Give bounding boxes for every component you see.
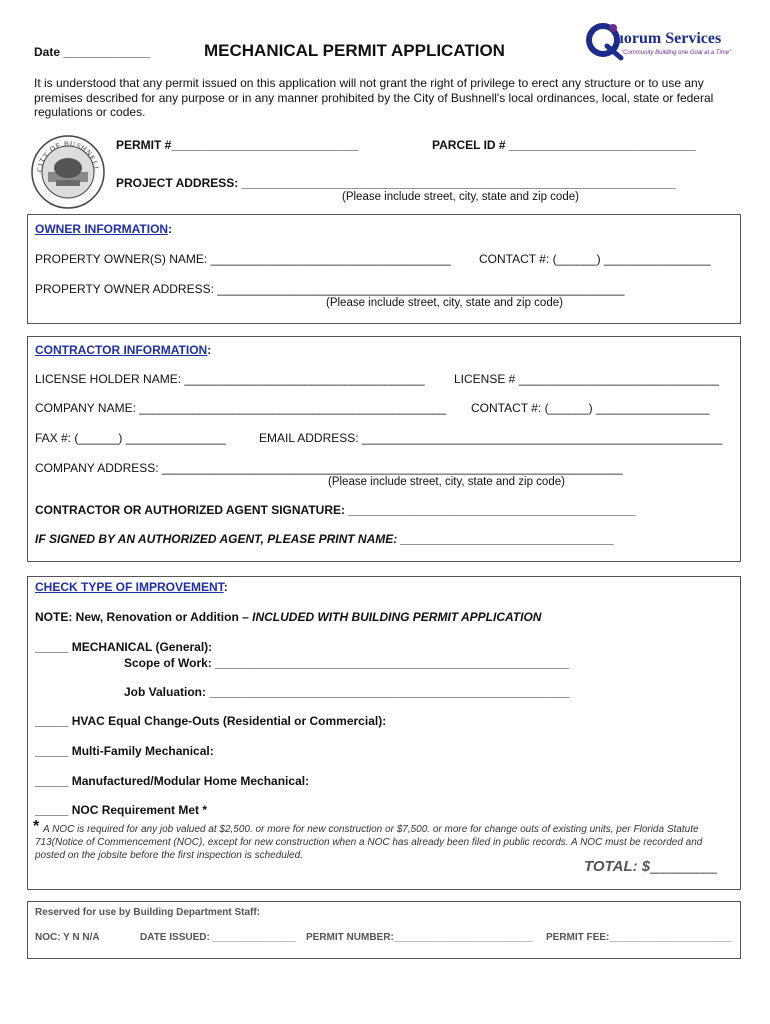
noc-requirement-checkbox[interactable]: _____ NOC Requirement Met *: [35, 803, 208, 817]
project-address-hint: (Please include street, city, state and zip code): [342, 191, 579, 203]
staff-permit-fee-field[interactable]: PERMIT FEE:______________________: [546, 932, 732, 943]
signature-field[interactable]: CONTRACTOR OR AUTHORIZED AGENT SIGNATURE: ___________________________________________: [35, 503, 636, 517]
improvement-heading-colon: :: [223, 580, 228, 594]
noc-footnote: A NOC is required for any job valued at $2,500. or more for new construction or $7,500. or more for change outs of existing units, per Florida Statute 713(Notice of Commencement (NOC), except for new construction when a NOC has already been filed in public records. A NOC must be recorded and posted on the jobsite before the first inspection is scheduled.: [35, 824, 703, 861]
company-name-field[interactable]: COMPANY NAME: ______________________________________________: [35, 401, 447, 415]
owner-name-field[interactable]: PROPERTY OWNER(S) NAME: ____________________________________: [35, 252, 451, 266]
manufactured-home-checkbox[interactable]: _____ Manufactured/Modular Home Mechanical:: [35, 774, 310, 788]
permit-number-field[interactable]: PERMIT #____________________________: [116, 138, 359, 152]
page-title: MECHANICAL PERMIT APPLICATION: [204, 41, 505, 60]
job-valuation-field[interactable]: Job Valuation: ______________________________________________________: [124, 685, 570, 699]
agent-name-field[interactable]: IF SIGNED BY AN AUTHORIZED AGENT, PLEASE PRINT NAME: ________________________________: [35, 532, 615, 546]
contractor-heading-text: CONTRACTOR INFORMATION: [35, 343, 208, 357]
footnote-asterisk: *: [33, 818, 40, 835]
owner-heading-colon: :: [168, 222, 173, 236]
improvement-note-prefix: NOTE: New, Renovation or Addition –: [35, 610, 253, 624]
staff-permit-number-field[interactable]: PERMIT NUMBER:_________________________: [306, 932, 533, 943]
improvement-note-italic: INCLUDED WITH BUILDING PERMIT APPLICATION: [252, 610, 542, 624]
logo-tagline: "Community Building one Goal at a Time": [621, 50, 732, 56]
total-blank[interactable]: __________: [650, 860, 717, 874]
improvement-heading: [35, 580, 228, 594]
owner-heading-text: OWNER INFORMATION: [35, 222, 169, 236]
company-contact-field[interactable]: CONTACT #: (______) _________________: [471, 401, 710, 415]
scope-of-work-field[interactable]: Scope of Work: _____________________________________________________: [124, 656, 569, 670]
city-seal-icon: [30, 134, 106, 210]
contractor-heading-colon: :: [207, 343, 212, 357]
intro-paragraph: It is understood that any permit issued on this application will not grant the right of privilege to erect any structure or to use any premises described for any purpose or in any manner prohibited by the City of Bushnell's local ordinances, local, state or federal regulations or codes.: [34, 76, 714, 119]
owner-contact-field[interactable]: CONTACT #: (______) ________________: [479, 252, 711, 266]
company-address-hint: (Please include street, city, state and zip code): [328, 476, 565, 488]
project-address-field[interactable]: PROJECT ADDRESS: _________________________________________________________________: [116, 176, 676, 190]
owner-address-hint: (Please include street, city, state and zip code): [326, 297, 563, 309]
improvement-heading-text: CHECK TYPE OF IMPROVEMENT: [35, 580, 224, 594]
contractor-heading: [35, 343, 211, 357]
contractor-section: [27, 336, 741, 562]
hvac-checkbox[interactable]: _____ HVAC Equal Change-Outs (Residential or Commercial):: [35, 714, 387, 728]
staff-date-issued-field[interactable]: DATE ISSUED: _______________: [140, 932, 297, 943]
quorum-logo: [585, 22, 735, 62]
email-field[interactable]: EMAIL ADDRESS: ______________________________________________________: [259, 431, 723, 445]
license-number-field[interactable]: LICENSE # ______________________________: [454, 372, 719, 386]
mechanical-general-checkbox[interactable]: _____ MECHANICAL (General):: [35, 640, 213, 654]
staff-heading: Reserved for use by Building Department Staff:: [35, 907, 261, 918]
improvement-note: [35, 610, 541, 624]
total-label: TOTAL: $: [584, 858, 651, 875]
logo-text: uorum Services: [615, 30, 722, 47]
company-address-field[interactable]: COMPANY ADDRESS: _____________________________________________________________________: [35, 461, 623, 475]
staff-noc-field[interactable]: NOC: Y N N/A: [35, 932, 100, 943]
owner-address-field[interactable]: PROPERTY OWNER ADDRESS: _____________________________________________________________: [35, 282, 625, 296]
city-seal: [30, 134, 106, 210]
owner-heading: [35, 222, 172, 236]
total-field[interactable]: [584, 858, 717, 875]
date-field[interactable]: Date _____________: [34, 45, 151, 59]
parcel-id-field[interactable]: PARCEL ID # ____________________________: [432, 138, 696, 152]
multifamily-checkbox[interactable]: _____ Multi-Family Mechanical:: [35, 744, 214, 758]
license-holder-field[interactable]: LICENSE HOLDER NAME: ____________________________________: [35, 372, 425, 386]
fax-field[interactable]: FAX #: (______) _______________: [35, 431, 226, 445]
seal-text: CITY OF BUSHNELL: [35, 139, 101, 173]
